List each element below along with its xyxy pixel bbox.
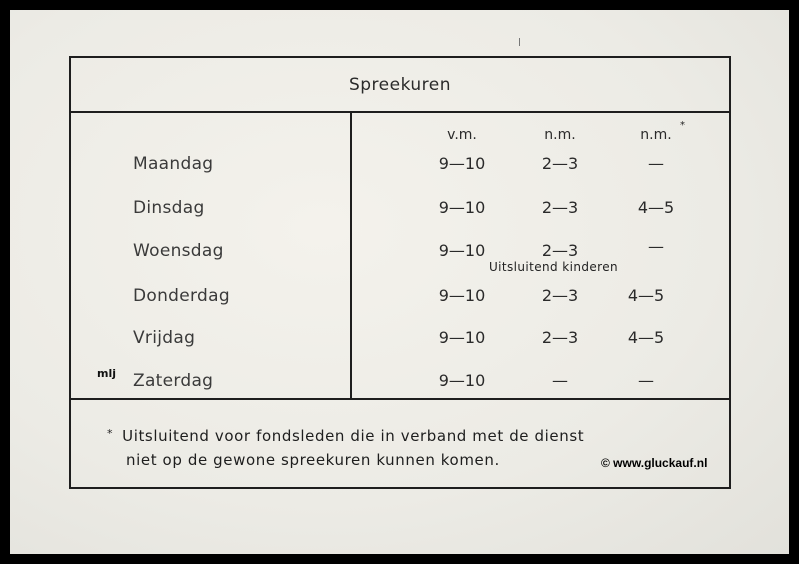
cell-donderdag-vm: 9—10 bbox=[438, 286, 486, 305]
day-woensdag: Woensdag bbox=[133, 241, 224, 261]
footnote-marker: * bbox=[107, 427, 114, 440]
woensdag-note: Uitsluitend kinderen bbox=[489, 260, 619, 274]
cell-dinsdag-nm1: 2—3 bbox=[541, 198, 579, 217]
cell-zaterdag-nm2: — bbox=[638, 371, 654, 390]
column-header-vm: v.m. bbox=[447, 127, 477, 143]
footnote-text-1: Uitsluitend voor fondsleden die in verband met de dienst bbox=[122, 427, 585, 445]
footnote-divider bbox=[71, 398, 729, 400]
cell-dinsdag-nm2: 4—5 bbox=[637, 198, 675, 217]
cell-maandag-vm: 9—10 bbox=[438, 154, 486, 173]
column-divider bbox=[350, 113, 352, 398]
cell-dinsdag-vm: 9—10 bbox=[438, 198, 486, 217]
schedule-title: Spreekuren bbox=[348, 74, 452, 95]
cell-woensdag-vm: 9—10 bbox=[438, 241, 486, 260]
footnote-line-2: niet op de gewone spreekuren kunnen komen. bbox=[126, 451, 500, 469]
schedule-frame bbox=[69, 56, 731, 489]
paper-mark bbox=[519, 38, 520, 46]
footnote-line-1 bbox=[107, 427, 707, 445]
day-dinsdag: Dinsdag bbox=[133, 198, 205, 218]
cell-vrijdag-nm1: 2—3 bbox=[541, 328, 579, 347]
day-zaterdag: Zaterdag bbox=[133, 371, 214, 391]
cell-vrijdag-nm2: 4—5 bbox=[627, 328, 665, 347]
day-maandag: Maandag bbox=[133, 154, 214, 174]
column-header-nm1: n.m. bbox=[544, 127, 576, 143]
day-donderdag: Donderdag bbox=[133, 286, 230, 306]
day-vrijdag: Vrijdag bbox=[133, 328, 196, 348]
initials: mlj bbox=[97, 367, 117, 380]
cell-zaterdag-nm1: — bbox=[552, 371, 568, 390]
title-divider bbox=[71, 111, 729, 113]
cell-woensdag-nm2: — bbox=[648, 237, 664, 256]
column-marker: * bbox=[680, 120, 685, 131]
cell-maandag-nm2: — bbox=[648, 154, 664, 173]
cell-zaterdag-vm: 9—10 bbox=[438, 371, 486, 390]
cell-maandag-nm1: 2—3 bbox=[541, 154, 579, 173]
cell-donderdag-nm1: 2—3 bbox=[541, 286, 579, 305]
cell-woensdag-nm1: 2—3 bbox=[541, 241, 579, 260]
column-header-nm2: n.m. bbox=[640, 127, 672, 143]
cell-donderdag-nm2: 4—5 bbox=[627, 286, 665, 305]
copyright-watermark: © www.gluckauf.nl bbox=[601, 456, 708, 470]
cell-vrijdag-vm: 9—10 bbox=[438, 328, 486, 347]
